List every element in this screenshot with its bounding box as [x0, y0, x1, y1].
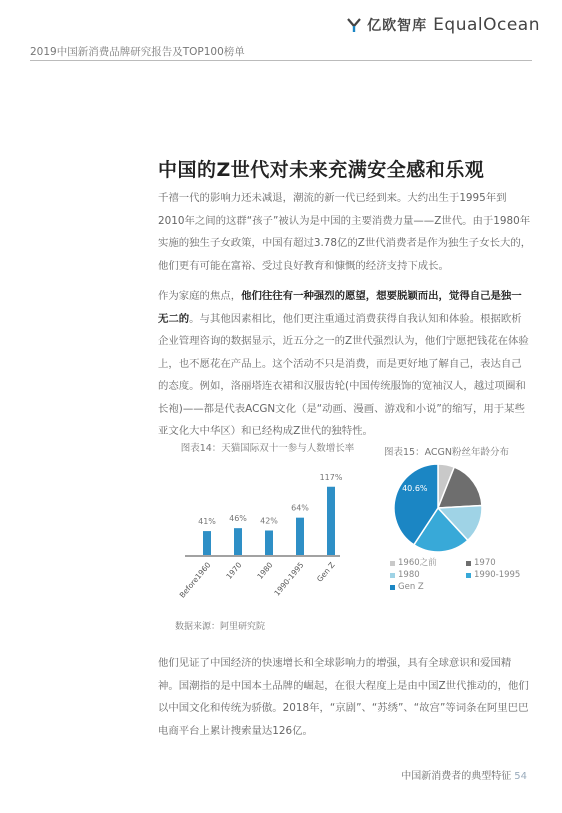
legend-swatch — [390, 561, 395, 566]
pie-chart — [390, 460, 500, 560]
chart1-title: 图表14：天猫国际双十一参与人数增长率 — [180, 443, 355, 454]
bar-value-label-1: 46% — [229, 514, 247, 524]
x-tick-label-2: 1980 — [255, 560, 275, 581]
paragraph-1: 千禧一代的影响力还未减退，潮流的新一代已经到来。大约出生于1995年到2010年之间的这群“孩子”被认为是中国的主要消费力量——Z世代。由于1980年实施的独生子女政策，中国有超过3.78亿的Z世代消费者是作为独生子女长大的，他们更有可能在富裕、受过良好教育和慷慨的经济支持下成长。 — [158, 192, 532, 272]
data-source: 数据来源：阿里研究院 — [175, 622, 266, 632]
paragraph-2-lead: 作为家庭的焦点， — [158, 290, 242, 302]
bar-value-label-3: 64% — [291, 503, 309, 513]
pie-value-label-4: 40.6% — [402, 484, 428, 494]
pie-legend — [390, 558, 530, 593]
header-divider — [30, 60, 532, 61]
bar-value-label-2: 42% — [260, 516, 278, 526]
bar-4 — [327, 487, 335, 555]
chart2-title: 图表15：ACGN粉丝年龄分布 — [384, 447, 510, 458]
x-tick-label-3: 1990-1995 — [272, 560, 306, 598]
legend-label: Gen Z — [398, 582, 424, 592]
bar-0 — [203, 531, 211, 555]
legend-item — [390, 582, 466, 593]
legend-swatch — [466, 561, 471, 566]
brand-name-cn: 亿欧智库 — [367, 18, 428, 34]
legend-label: 1970 — [474, 558, 496, 568]
paragraph-2-body: 。与其他因素相比，他们更注重通过消费获得自我认知和体验。根据欧析企业管理咨询的数据显示，近五分之一的Z世代强烈认为，他们宁愿把钱花在体验上，也不愿花在产品上。这个活动不只是消费，而是更好地了解自己，表达自己的态度。例如，洛丽塔连衣裙和汉服齿轮(中国传统服饰的宽袖汉人，越过项圈和长袍)——都是代表ACGN文化（是“动画、漫画、游戏和小说”的缩写，用于某些亚文化大中华区）和已经构成Z世代的独特性。 — [158, 312, 529, 437]
legend-item — [390, 570, 466, 581]
bar-value-label-4: 117% — [319, 472, 343, 482]
logo-mark-icon — [347, 17, 361, 33]
bar-2 — [265, 531, 273, 556]
paragraph-2-highlight: 他们往往有一种强烈的愿望，想要脱颖而出，觉得自己是独一无二的 — [158, 290, 522, 325]
legend-item — [466, 570, 536, 581]
bar-1 — [234, 528, 242, 555]
legend-label: 1960之前 — [398, 558, 437, 568]
page-title: 中国的Z世代对未来充满安全感和乐观 — [158, 159, 485, 181]
paragraph-2 — [158, 285, 532, 443]
paragraph-3: 他们见证了中国经济的快速增长和全球影响力的增强，具有全球意识和爱国精神。国潮指的是中国本土品牌的崛起，在很大程度上是由中国Z世代推动的，他们以中国文化和传统为骄傲。2018年，“京剧”、“苏绣”、“故宫”等词条在阿里巴巴电商平台上累计搜索量达126亿。 — [158, 657, 529, 737]
legend-swatch — [390, 585, 395, 590]
bar-value-label-0: 41% — [198, 517, 216, 527]
x-tick-label-0: Before1960 — [177, 560, 213, 600]
x-tick-label-1: 1970 — [224, 560, 244, 581]
bar-3 — [296, 518, 304, 555]
report-title: 2019中国新消费品牌研究报告及TOP100榜单 — [30, 46, 245, 58]
legend-item — [390, 558, 466, 569]
page-number: 54 — [514, 771, 527, 782]
legend-item — [466, 558, 536, 569]
bar-chart — [165, 465, 355, 615]
brand-logo — [347, 15, 540, 35]
page-footer — [401, 767, 527, 782]
legend-swatch — [466, 573, 471, 578]
footer-section-title: 中国新消费者的典型特征 — [401, 771, 512, 782]
legend-swatch — [390, 573, 395, 578]
legend-label: 1980 — [398, 570, 420, 580]
brand-name-en: EqualOcean — [433, 15, 540, 35]
legend-label: 1990-1995 — [474, 570, 521, 580]
x-tick-label-4: Gen Z — [315, 560, 337, 584]
